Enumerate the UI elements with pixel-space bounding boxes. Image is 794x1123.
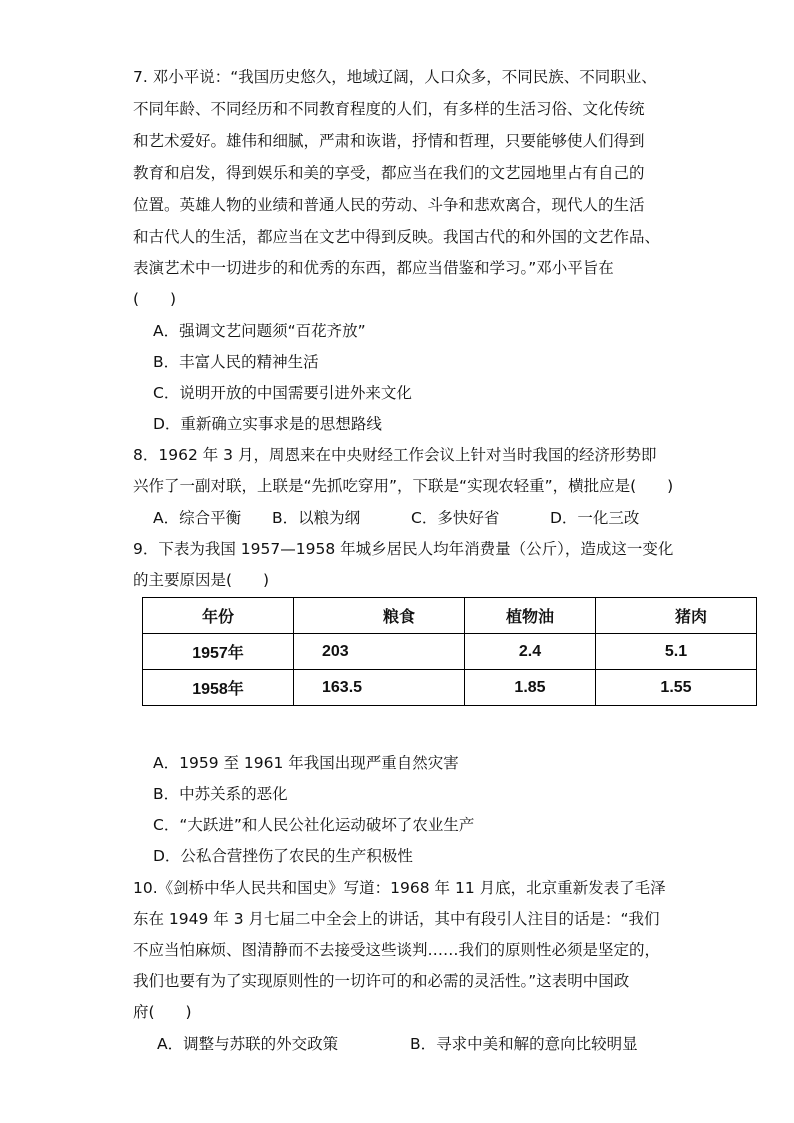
table-cell: 163.5 <box>294 670 465 706</box>
q8-stem-line-1: 8．1962 年 3 月，周恩来在中央财经工作会议上针对当时我国的经济形势即 <box>133 446 657 464</box>
table-header-cell: 猪肉 <box>596 598 757 634</box>
q8-option-c[interactable]: C．多快好省 <box>411 509 500 527</box>
table-cell: 1.55 <box>596 670 757 706</box>
table-cell: 1.85 <box>465 670 596 706</box>
q9-option-d[interactable]: D．公私合营挫伤了农民的生产积极性 <box>153 847 413 865</box>
q7-stem-line-7: 表演艺术中一切进步的和优秀的东西，都应当借鉴和学习。”邓小平旨在 <box>133 259 614 277</box>
q8-stem-line-2: 兴作了一副对联，上联是“先抓吃穿用”，下联是“实现农轻重”，横批应是( ) <box>133 477 674 495</box>
q9-option-a[interactable]: A．1959 至 1961 年我国出现严重自然灾害 <box>153 754 459 772</box>
table-header-row <box>143 598 757 634</box>
q7-stem-line-6: 和古代人的生活，都应当在文艺中得到反映。我国古代的和外国的文艺作品、 <box>133 228 661 246</box>
table-cell: 203 <box>294 634 465 670</box>
q10-stem-line-2: 东在 1949 年 3 月七届二中全会上的讲话，其中有段引人注目的话是：“我们 <box>133 910 660 928</box>
q7-option-c[interactable]: C．说明开放的中国需要引进外来文化 <box>153 384 412 402</box>
q7-stem-line-3: 和艺术爱好。雄伟和细腻，严肃和诙谐，抒情和哲理，只要能够使人们得到 <box>133 132 645 150</box>
q8-option-a[interactable]: A．综合平衡 <box>153 509 242 527</box>
q10-stem-line-5: 府( ) <box>133 1003 192 1021</box>
q9-option-c[interactable]: C．“大跃进”和人民公社化运动破坏了农业生产 <box>153 816 475 834</box>
q9-stem-line-1: 9．下表为我国 1957—1958 年城乡居民人均年消费量（公斤），造成这一变化 <box>133 540 674 558</box>
table-cell: 1958年 <box>143 670 294 706</box>
q10-stem-line-4: 我们也要有为了实现原则性的一切许可的和必需的灵活性。”这表明中国政 <box>133 972 630 990</box>
table-header-cell: 年份 <box>143 598 294 634</box>
q7-answer-blank: ( ) <box>133 290 177 308</box>
table-row <box>143 670 757 706</box>
q7-option-a[interactable]: A．强调文艺问题须“百花齐放” <box>153 322 366 340</box>
table-header-cell: 粮食 <box>294 598 465 634</box>
table-cell: 2.4 <box>465 634 596 670</box>
table-row <box>143 634 757 670</box>
q9-option-b[interactable]: B．中苏关系的恶化 <box>153 785 288 803</box>
q10-stem-line-3: 不应当怕麻烦、图清静而不去接受这些谈判……我们的原则性必须是坚定的， <box>133 941 661 959</box>
q7-stem-line-4: 教育和启发，得到娱乐和美的享受，都应当在我们的文艺园地里占有自己的 <box>133 164 645 182</box>
q7-option-b[interactable]: B．丰富人民的精神生活 <box>153 353 319 371</box>
q10-option-a[interactable]: A．调整与苏联的外交政策 <box>157 1035 339 1053</box>
q10-stem-line-1: 10.《剑桥中华人民共和国史》写道：1968 年 11 月底，北京重新发表了毛泽 <box>133 879 666 897</box>
consumption-table <box>142 597 757 706</box>
q7-stem-line-5: 位置。英雄人物的业绩和普通人民的劳动、斗争和悲欢离合，现代人的生活 <box>133 196 645 214</box>
table-cell: 1957年 <box>143 634 294 670</box>
q8-option-b[interactable]: B．以粮为纲 <box>272 509 361 527</box>
q7-stem-line-1: 7. 邓小平说：“我国历史悠久，地域辽阔，人口众多，不同民族、不同职业、 <box>133 68 657 86</box>
table-cell: 5.1 <box>596 634 757 670</box>
table-header-cell: 植物油 <box>465 598 596 634</box>
q7-stem-line-2: 不同年龄、不同经历和不同教育程度的人们，有多样的生活习俗、文化传统 <box>133 100 645 118</box>
q9-stem-line-2: 的主要原因是( ) <box>133 571 270 589</box>
q7-option-d[interactable]: D．重新确立实事求是的思想路线 <box>153 415 382 433</box>
q8-option-d[interactable]: D．一化三改 <box>550 509 640 527</box>
q10-option-b[interactable]: B．寻求中美和解的意向比较明显 <box>410 1035 638 1053</box>
